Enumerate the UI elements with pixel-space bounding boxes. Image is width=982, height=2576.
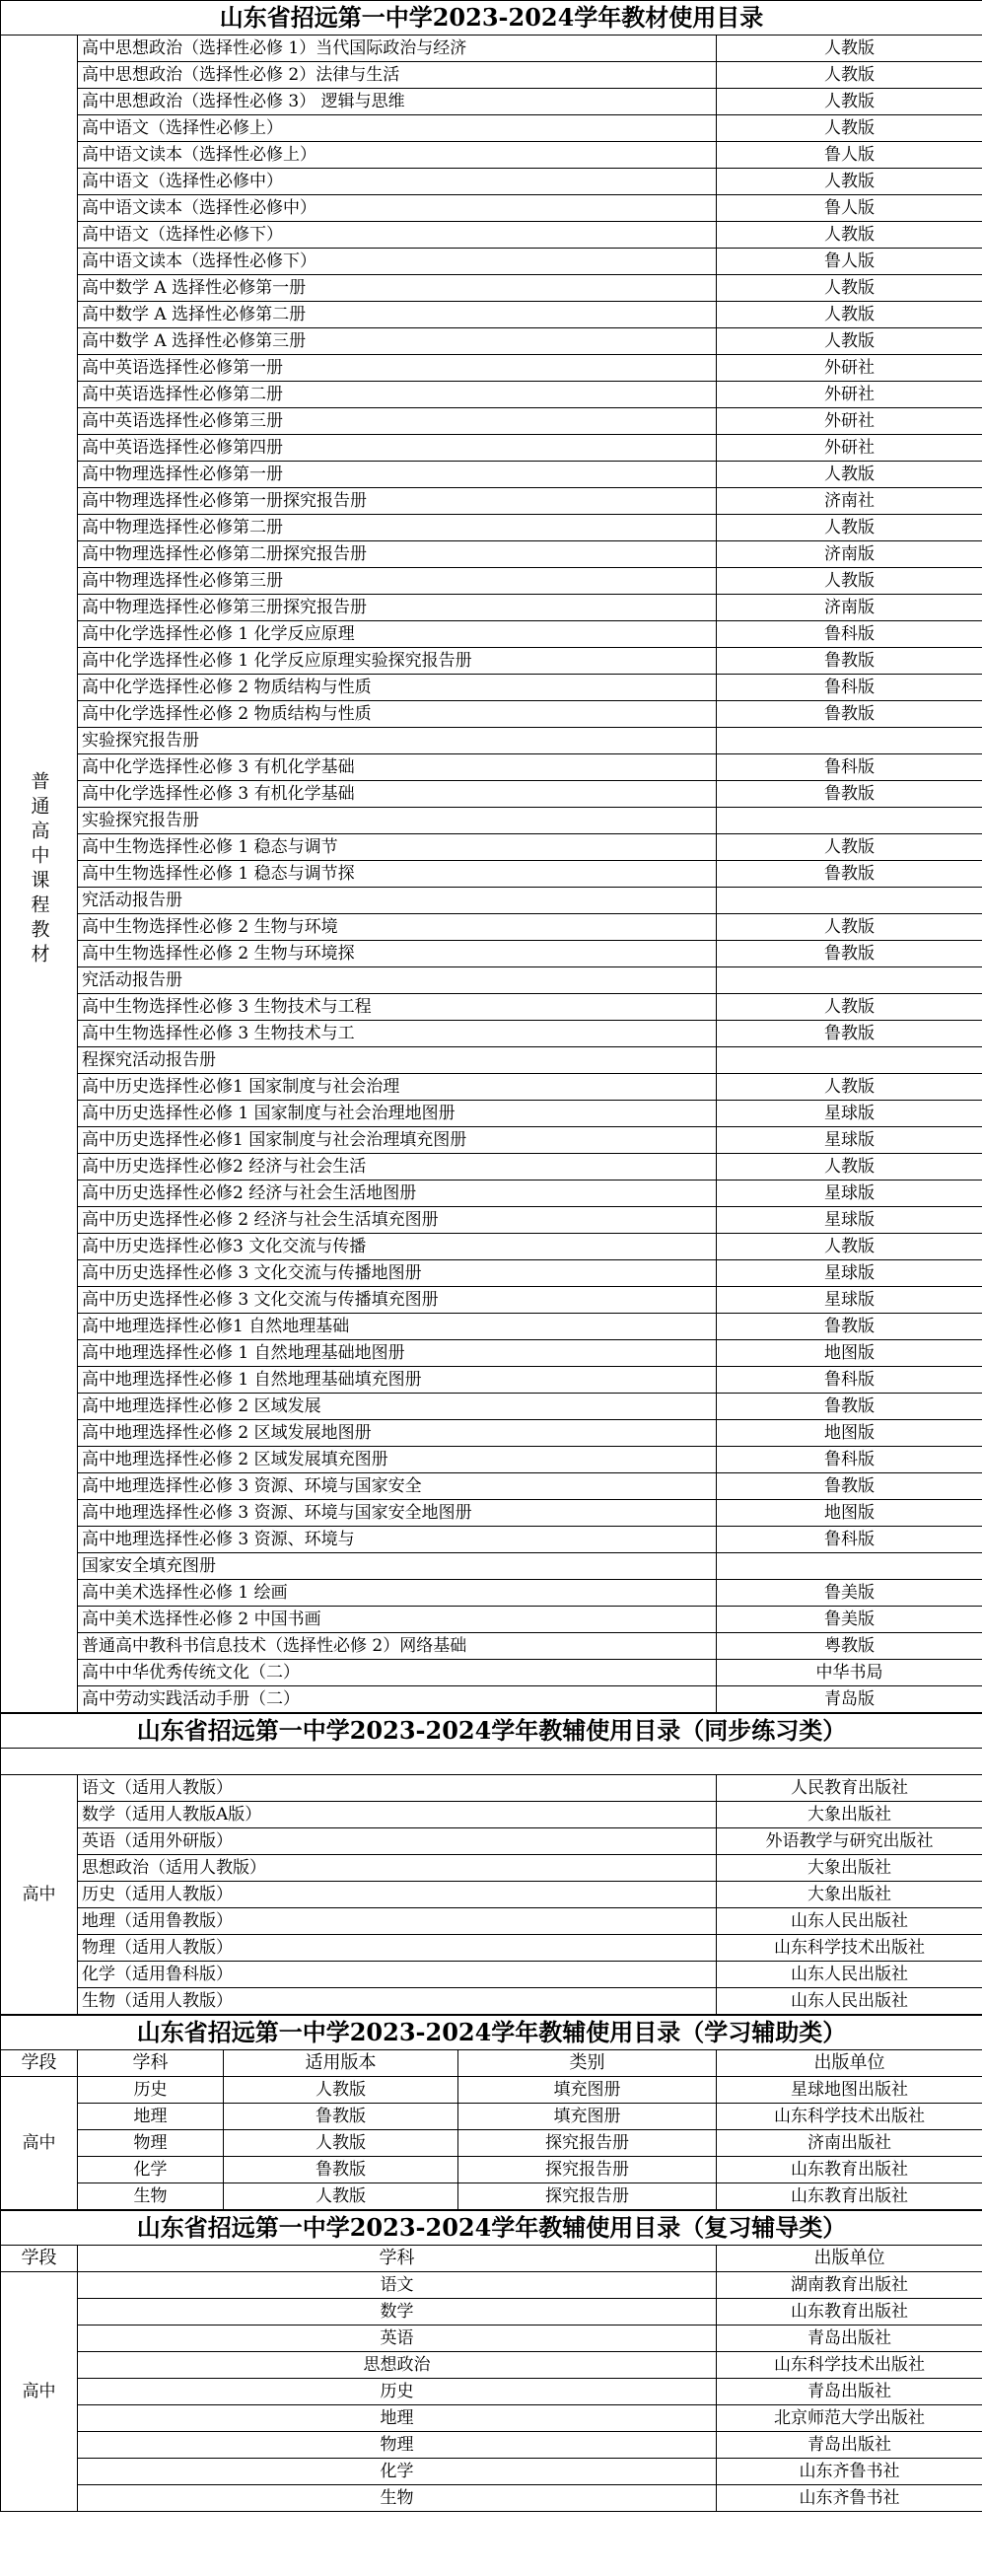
table-row — [1, 1908, 982, 1935]
book-publisher: 大象出版社 — [717, 1855, 982, 1882]
table-row — [1, 2130, 982, 2157]
textbook-name: 高中地理选择性必修 1 自然地理基础填充图册 — [78, 1367, 717, 1394]
table-row — [1, 1660, 982, 1686]
table-row — [1, 2432, 982, 2459]
table-row — [1, 2104, 982, 2130]
textbook-name: 高中地理选择性必修1 自然地理基础 — [78, 1314, 717, 1340]
table-row — [1, 621, 982, 648]
aid-publisher: 山东教育出版社 — [717, 2183, 982, 2210]
table-row — [1, 1181, 982, 1207]
table-row — [1, 1882, 982, 1908]
textbook-name: 高中思想政治（选择性必修 3） 逻辑与思维 — [78, 89, 717, 115]
table-row — [1, 1686, 982, 1713]
header-stage: 学段 — [1, 2246, 78, 2272]
table-row — [1, 994, 982, 1021]
review-subject: 物理 — [78, 2432, 717, 2459]
table-row — [1, 1314, 982, 1340]
aid-publisher: 山东科学技术出版社 — [717, 2104, 982, 2130]
group-label: 高中 — [1, 2272, 78, 2512]
table-row — [1, 169, 982, 195]
textbook-name: 高中化学选择性必修 1 化学反应原理实验探究报告册 — [78, 648, 717, 675]
textbook-edition: 鲁教版 — [717, 1394, 982, 1420]
review-subject: 历史 — [78, 2379, 717, 2405]
textbook-edition: 鲁教版 — [717, 1021, 982, 1047]
textbook-edition — [717, 1553, 982, 1580]
aid-publisher: 星球地图出版社 — [717, 2077, 982, 2104]
textbook-edition: 人教版 — [717, 1154, 982, 1181]
textbook-edition: 人教版 — [717, 914, 982, 941]
textbook-name: 高中地理选择性必修 2 区域发展填充图册 — [78, 1447, 717, 1473]
aid-subject: 地理 — [78, 2104, 224, 2130]
textbook-name: 高中英语选择性必修第三册 — [78, 408, 717, 435]
table-row — [1, 222, 982, 249]
sync-practice-table — [0, 1713, 982, 2015]
textbook-name: 高中语文读本（选择性必修中） — [78, 195, 717, 222]
textbook-name: 高中物理选择性必修第一册探究报告册 — [78, 488, 717, 515]
table-row — [1, 195, 982, 222]
header-subject: 学科 — [78, 2050, 224, 2077]
book-subject: 生物（适用人教版） — [78, 1988, 717, 2015]
table-row — [1, 754, 982, 781]
textbook-edition: 人教版 — [717, 169, 982, 195]
aid-category: 探究报告册 — [458, 2130, 717, 2157]
review-subject: 地理 — [78, 2405, 717, 2432]
textbook-name: 高中历史选择性必修 2 经济与社会生活填充图册 — [78, 1207, 717, 1234]
table-row — [1, 142, 982, 169]
book-publisher: 山东人民出版社 — [717, 1962, 982, 1988]
table-row — [1, 1473, 982, 1500]
textbook-edition: 地图版 — [717, 1340, 982, 1367]
table-row — [1, 568, 982, 595]
textbook-name: 高中中华优秀传统文化（二） — [78, 1660, 717, 1686]
book-publisher: 大象出版社 — [717, 1882, 982, 1908]
aid-category: 填充图册 — [458, 2077, 717, 2104]
table-row — [1, 2183, 982, 2210]
textbook-edition: 济南版 — [717, 541, 982, 568]
textbook-name: 高中思想政治（选择性必修 1）当代国际政治与经济 — [78, 36, 717, 62]
textbook-name: 高中历史选择性必修 1 国家制度与社会治理地图册 — [78, 1101, 717, 1127]
textbook-name: 高中物理选择性必修第三册探究报告册 — [78, 595, 717, 621]
textbook-name: 高中地理选择性必修 3 资源、环境与国家安全地图册 — [78, 1500, 717, 1527]
aid-category: 探究报告册 — [458, 2183, 717, 2210]
textbook-edition: 人教版 — [717, 568, 982, 595]
table-row — [1, 541, 982, 568]
textbook-edition: 鲁科版 — [717, 754, 982, 781]
table-row — [1, 1607, 982, 1633]
textbook-name: 高中化学选择性必修 1 化学反应原理 — [78, 621, 717, 648]
textbook-name: 高中英语选择性必修第一册 — [78, 355, 717, 382]
textbook-name: 高中历史选择性必修2 经济与社会生活 — [78, 1154, 717, 1181]
textbook-name: 国家安全填充图册 — [78, 1553, 717, 1580]
table-row — [1, 595, 982, 621]
textbook-edition: 鲁人版 — [717, 195, 982, 222]
textbook-edition: 人教版 — [717, 1234, 982, 1260]
table-row — [1, 115, 982, 142]
textbook-name: 高中数学 A 选择性必修第三册 — [78, 328, 717, 355]
table-row — [1, 1935, 982, 1962]
textbook-name: 高中历史选择性必修1 国家制度与社会治理填充图册 — [78, 1127, 717, 1154]
textbook-name: 高中生物选择性必修 1 稳态与调节 — [78, 834, 717, 861]
textbook-edition — [717, 1047, 982, 1074]
textbook-edition: 人教版 — [717, 115, 982, 142]
aid-edition: 鲁教版 — [224, 2157, 458, 2183]
table-row — [1, 1855, 982, 1882]
table-row — [1, 648, 982, 675]
textbook-name: 实验探究报告册 — [78, 808, 717, 834]
textbook-name: 普通高中教科书信息技术（选择性必修 2）网络基础 — [78, 1633, 717, 1660]
textbook-edition: 人教版 — [717, 328, 982, 355]
aid-category: 探究报告册 — [458, 2157, 717, 2183]
table-row — [1, 1802, 982, 1828]
aid-category: 填充图册 — [458, 2104, 717, 2130]
table-row — [1, 914, 982, 941]
table-row — [1, 2326, 982, 2352]
table-row — [1, 435, 982, 462]
textbook-edition — [717, 967, 982, 994]
group-label: 高中 — [1, 2077, 78, 2210]
aid-edition: 人教版 — [224, 2130, 458, 2157]
section4-title: 山东省招远第一中学2023-2024学年教辅使用目录（复习辅导类） — [1, 2211, 982, 2246]
textbook-name: 高中数学 A 选择性必修第二册 — [78, 302, 717, 328]
table-row — [1, 834, 982, 861]
table-row — [1, 1553, 982, 1580]
table-row — [1, 2405, 982, 2432]
group-label: 高中 — [1, 1775, 78, 2015]
section2-title: 山东省招远第一中学2023-2024学年教辅使用目录（同步练习类） — [1, 1714, 982, 1749]
table-row — [1, 2485, 982, 2512]
textbook-edition: 鲁科版 — [717, 1447, 982, 1473]
table-row — [1, 1367, 982, 1394]
textbook-name: 高中化学选择性必修 3 有机化学基础 — [78, 781, 717, 808]
book-publisher: 大象出版社 — [717, 1802, 982, 1828]
review-publisher: 青岛出版社 — [717, 2379, 982, 2405]
textbook-name: 高中历史选择性必修3 文化交流与传播 — [78, 1234, 717, 1260]
textbook-name: 高中语文（选择性必修下） — [78, 222, 717, 249]
aid-edition: 人教版 — [224, 2077, 458, 2104]
book-publisher: 山东人民出版社 — [717, 1908, 982, 1935]
book-subject: 历史（适用人教版） — [78, 1882, 717, 1908]
textbook-edition — [717, 888, 982, 914]
table-row — [1, 1527, 982, 1553]
table-row — [1, 1260, 982, 1287]
textbook-edition: 鲁美版 — [717, 1580, 982, 1607]
header-edition: 适用版本 — [224, 2050, 458, 2077]
review-subject: 思想政治 — [78, 2352, 717, 2379]
textbook-edition: 人教版 — [717, 462, 982, 488]
table-row — [1, 1580, 982, 1607]
textbook-name: 高中地理选择性必修 3 资源、环境与 — [78, 1527, 717, 1553]
textbook-edition: 鲁科版 — [717, 621, 982, 648]
table-row — [1, 1420, 982, 1447]
table-row — [1, 1101, 982, 1127]
textbook-name: 究活动报告册 — [78, 888, 717, 914]
textbook-edition: 中华书局 — [717, 1660, 982, 1686]
textbook-edition: 外研社 — [717, 382, 982, 408]
review-publisher: 山东教育出版社 — [717, 2299, 982, 2326]
table-row — [1, 2157, 982, 2183]
table-row — [1, 2077, 982, 2104]
aid-subject: 物理 — [78, 2130, 224, 2157]
table-row — [1, 1988, 982, 2015]
textbook-edition: 人教版 — [717, 515, 982, 541]
textbook-name: 高中地理选择性必修 2 区域发展 — [78, 1394, 717, 1420]
table-row — [1, 1021, 982, 1047]
textbook-edition — [717, 808, 982, 834]
review-subject: 英语 — [78, 2326, 717, 2352]
table-row — [1, 861, 982, 888]
table-row — [1, 2272, 982, 2299]
textbook-name: 高中劳动实践活动手册（二） — [78, 1686, 717, 1713]
textbook-edition: 星球版 — [717, 1181, 982, 1207]
table-row — [1, 1447, 982, 1473]
textbook-edition: 鲁教版 — [717, 861, 982, 888]
textbook-name: 实验探究报告册 — [78, 728, 717, 754]
textbook-edition: 人教版 — [717, 302, 982, 328]
textbook-name: 高中生物选择性必修 1 稳态与调节探 — [78, 861, 717, 888]
review-publisher: 山东齐鲁书社 — [717, 2485, 982, 2512]
header-publisher: 出版单位 — [717, 2050, 982, 2077]
textbook-edition: 青岛版 — [717, 1686, 982, 1713]
textbook-edition: 星球版 — [717, 1260, 982, 1287]
table-row — [1, 967, 982, 994]
table-row — [1, 808, 982, 834]
textbook-edition: 济南社 — [717, 488, 982, 515]
textbook-edition: 粤教版 — [717, 1633, 982, 1660]
table-row — [1, 408, 982, 435]
textbook-name: 高中历史选择性必修2 经济与社会生活地图册 — [78, 1181, 717, 1207]
textbook-edition: 人教版 — [717, 62, 982, 89]
table-row — [1, 675, 982, 701]
textbook-name: 高中思想政治（选择性必修 2）法律与生活 — [78, 62, 717, 89]
textbook-edition: 星球版 — [717, 1101, 982, 1127]
table-row — [1, 888, 982, 914]
textbook-name: 高中地理选择性必修 2 区域发展地图册 — [78, 1420, 717, 1447]
textbook-edition: 人教版 — [717, 89, 982, 115]
textbook-name: 程探究活动报告册 — [78, 1047, 717, 1074]
header-publisher: 出版单位 — [717, 2246, 982, 2272]
review-subject: 语文 — [78, 2272, 717, 2299]
textbook-edition: 济南版 — [717, 595, 982, 621]
review-publisher: 北京师范大学出版社 — [717, 2405, 982, 2432]
textbook-edition: 鲁教版 — [717, 1473, 982, 1500]
textbook-edition: 人教版 — [717, 1074, 982, 1101]
textbook-edition: 星球版 — [717, 1127, 982, 1154]
table-row — [1, 1047, 982, 1074]
book-subject: 英语（适用外研版） — [78, 1828, 717, 1855]
textbook-edition: 人教版 — [717, 994, 982, 1021]
textbook-edition: 鲁教版 — [717, 941, 982, 967]
textbook-edition: 人教版 — [717, 36, 982, 62]
textbook-name: 高中语文读本（选择性必修下） — [78, 249, 717, 275]
textbook-edition: 外研社 — [717, 435, 982, 462]
table-row — [1, 1127, 982, 1154]
textbook-name: 高中化学选择性必修 2 物质结构与性质 — [78, 701, 717, 728]
table-row — [1, 1962, 982, 1988]
aid-subject: 历史 — [78, 2077, 224, 2104]
textbook-name: 高中历史选择性必修1 国家制度与社会治理 — [78, 1074, 717, 1101]
table-row — [1, 1394, 982, 1420]
textbook-name: 高中生物选择性必修 3 生物技术与工程 — [78, 994, 717, 1021]
book-subject: 思想政治（适用人教版） — [78, 1855, 717, 1882]
review-subject: 生物 — [78, 2485, 717, 2512]
textbook-edition: 鲁科版 — [717, 1527, 982, 1553]
textbook-name: 高中生物选择性必修 2 生物与环境 — [78, 914, 717, 941]
textbook-edition: 鲁教版 — [717, 781, 982, 808]
table-row — [1, 2299, 982, 2326]
aid-edition: 鲁教版 — [224, 2104, 458, 2130]
textbook-edition: 鲁人版 — [717, 142, 982, 169]
textbook-name: 高中地理选择性必修 1 自然地理基础地图册 — [78, 1340, 717, 1367]
textbook-name: 高中物理选择性必修第二册探究报告册 — [78, 541, 717, 568]
table-row — [1, 302, 982, 328]
textbook-edition: 鲁科版 — [717, 675, 982, 701]
book-subject: 化学（适用鲁科版） — [78, 1962, 717, 1988]
textbook-edition: 人教版 — [717, 834, 982, 861]
textbook-edition: 星球版 — [717, 1287, 982, 1314]
textbook-name: 高中历史选择性必修 3 文化交流与传播地图册 — [78, 1260, 717, 1287]
table-row — [1, 382, 982, 408]
group-label: 普通高中课程教材 — [28, 771, 50, 968]
book-publisher: 山东科学技术出版社 — [717, 1935, 982, 1962]
section3-title: 山东省招远第一中学2023-2024学年教辅使用目录（学习辅助类） — [1, 2016, 982, 2050]
textbook-name: 高中物理选择性必修第二册 — [78, 515, 717, 541]
textbook-edition — [717, 728, 982, 754]
book-publisher: 外语教学与研究出版社 — [717, 1828, 982, 1855]
textbook-edition: 鲁教版 — [717, 701, 982, 728]
header-subject: 学科 — [78, 2246, 717, 2272]
table-row — [1, 2379, 982, 2405]
textbook-edition: 鲁教版 — [717, 648, 982, 675]
table-row — [1, 1775, 982, 1802]
review-publisher: 山东齐鲁书社 — [717, 2459, 982, 2485]
textbook-edition: 人教版 — [717, 275, 982, 302]
book-subject: 数学（适用人教版A版） — [78, 1802, 717, 1828]
textbook-edition: 人教版 — [717, 222, 982, 249]
table-row — [1, 1828, 982, 1855]
book-subject: 语文（适用人教版） — [78, 1775, 717, 1802]
review-subject: 化学 — [78, 2459, 717, 2485]
textbook-name: 高中化学选择性必修 2 物质结构与性质 — [78, 675, 717, 701]
table-row — [1, 1234, 982, 1260]
review-publisher: 青岛出版社 — [717, 2326, 982, 2352]
review-publisher: 山东科学技术出版社 — [717, 2352, 982, 2379]
section1-title: 山东省招远第一中学2023-2024学年教材使用目录 — [1, 1, 982, 36]
table-row — [1, 2352, 982, 2379]
textbook-edition: 地图版 — [717, 1420, 982, 1447]
textbook-name: 高中语文读本（选择性必修上） — [78, 142, 717, 169]
textbook-edition: 外研社 — [717, 355, 982, 382]
table-row — [1, 1154, 982, 1181]
blank-row — [1, 1749, 982, 1775]
textbook-edition: 鲁人版 — [717, 249, 982, 275]
textbook-name: 高中历史选择性必修 3 文化交流与传播填充图册 — [78, 1287, 717, 1314]
textbook-name: 高中生物选择性必修 2 生物与环境探 — [78, 941, 717, 967]
review-publisher: 湖南教育出版社 — [717, 2272, 982, 2299]
textbook-edition: 鲁美版 — [717, 1607, 982, 1633]
table-row — [1, 2459, 982, 2485]
textbook-edition: 星球版 — [717, 1207, 982, 1234]
textbook-name: 高中生物选择性必修 3 生物技术与工 — [78, 1021, 717, 1047]
textbook-edition: 鲁科版 — [717, 1367, 982, 1394]
table-row — [1, 1633, 982, 1660]
textbook-name: 高中物理选择性必修第一册 — [78, 462, 717, 488]
book-subject: 地理（适用鲁教版） — [78, 1908, 717, 1935]
table-row — [1, 488, 982, 515]
group-label-cell — [1, 36, 78, 1713]
textbook-name: 高中美术选择性必修 1 绘画 — [78, 1580, 717, 1607]
textbook-edition: 外研社 — [717, 408, 982, 435]
book-publisher: 人民教育出版社 — [717, 1775, 982, 1802]
textbook-name: 高中数学 A 选择性必修第一册 — [78, 275, 717, 302]
review-table — [0, 2210, 982, 2512]
book-subject: 物理（适用人教版） — [78, 1935, 717, 1962]
table-row — [1, 249, 982, 275]
aid-publisher: 济南出版社 — [717, 2130, 982, 2157]
textbook-name: 高中语文（选择性必修上） — [78, 115, 717, 142]
book-publisher: 山东人民出版社 — [717, 1988, 982, 2015]
table-row — [1, 462, 982, 488]
table-row — [1, 1074, 982, 1101]
header-category: 类别 — [458, 2050, 717, 2077]
aid-subject: 化学 — [78, 2157, 224, 2183]
table-row — [1, 515, 982, 541]
table-row — [1, 1340, 982, 1367]
aid-edition: 人教版 — [224, 2183, 458, 2210]
table-row — [1, 728, 982, 754]
textbook-name: 高中地理选择性必修 3 资源、环境与国家安全 — [78, 1473, 717, 1500]
aid-publisher: 山东教育出版社 — [717, 2157, 982, 2183]
textbook-edition: 鲁教版 — [717, 1314, 982, 1340]
table-row — [1, 328, 982, 355]
table-row — [1, 941, 982, 967]
table-row — [1, 62, 982, 89]
textbook-name: 高中化学选择性必修 3 有机化学基础 — [78, 754, 717, 781]
table-row — [1, 701, 982, 728]
review-subject: 数学 — [78, 2299, 717, 2326]
aid-subject: 生物 — [78, 2183, 224, 2210]
textbook-name: 高中美术选择性必修 2 中国书画 — [78, 1607, 717, 1633]
textbook-name: 高中语文（选择性必修中） — [78, 169, 717, 195]
textbook-name: 高中英语选择性必修第二册 — [78, 382, 717, 408]
table-row — [1, 1207, 982, 1234]
review-publisher: 青岛出版社 — [717, 2432, 982, 2459]
table-row — [1, 275, 982, 302]
table-row — [1, 781, 982, 808]
header-stage: 学段 — [1, 2050, 78, 2077]
study-aid-table — [0, 2015, 982, 2210]
table-row — [1, 1500, 982, 1527]
textbook-name: 高中物理选择性必修第三册 — [78, 568, 717, 595]
textbook-edition: 地图版 — [717, 1500, 982, 1527]
table-row — [1, 36, 982, 62]
table-row — [1, 355, 982, 382]
table-row — [1, 1287, 982, 1314]
table-row — [1, 89, 982, 115]
textbook-name: 高中英语选择性必修第四册 — [78, 435, 717, 462]
textbook-name: 究活动报告册 — [78, 967, 717, 994]
